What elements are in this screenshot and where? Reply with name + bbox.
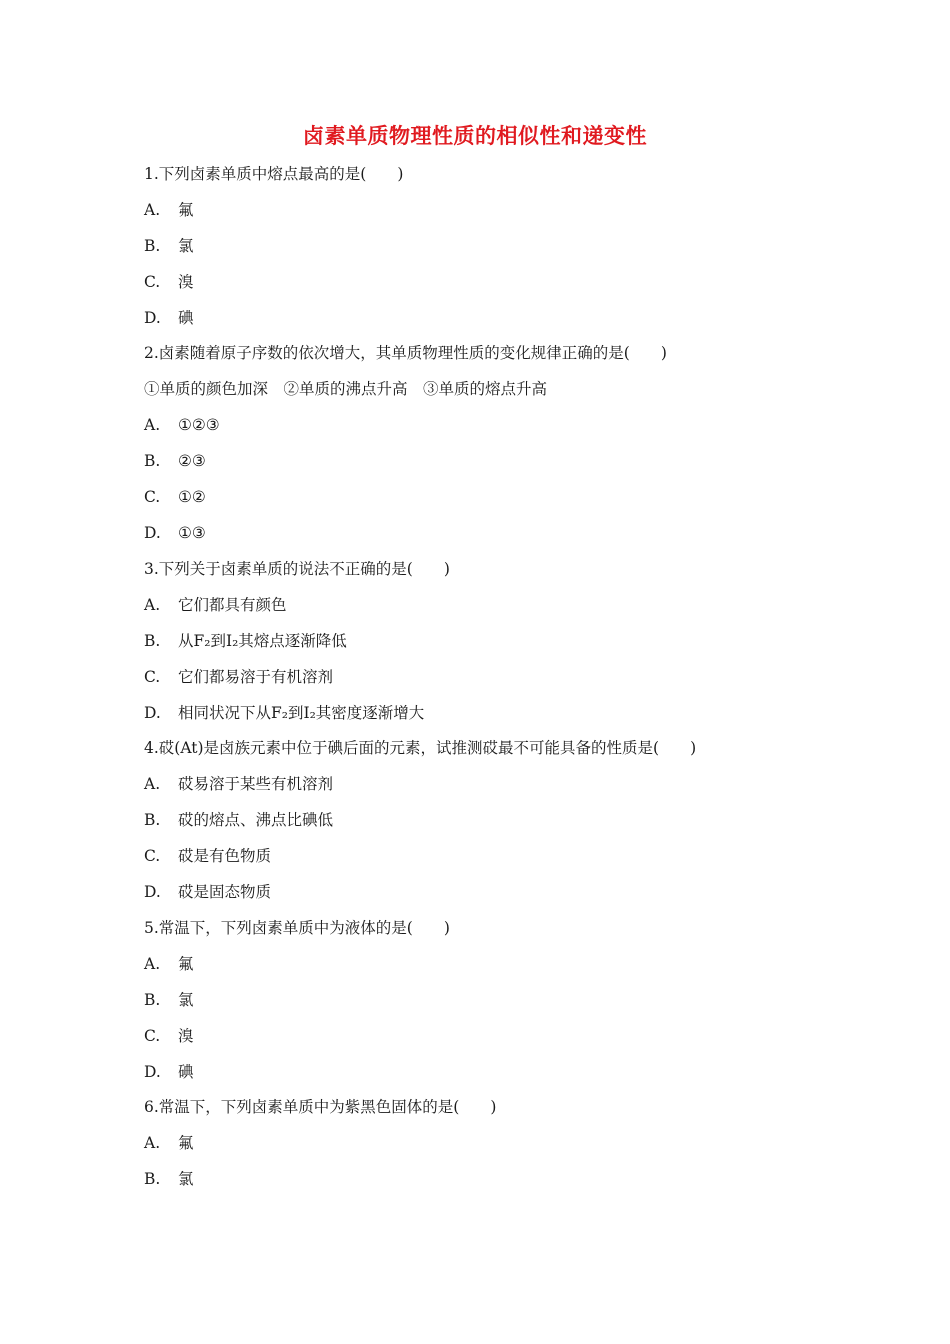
question-5-option-b	[144, 990, 194, 1010]
question-4-option-a	[144, 774, 333, 794]
option-text: 它们都易溶于有机溶剂	[178, 668, 334, 686]
question-3-option-d	[144, 703, 424, 723]
question-2-stem: 2.卤素随着原子序数的依次增大，其单质物理性质的变化规律正确的是( )	[144, 344, 667, 362]
option-text: 它们都具有颜色	[178, 596, 287, 614]
option-letter: C.	[144, 847, 161, 865]
option-letter: B.	[144, 632, 161, 650]
option-text: ①②③	[178, 416, 220, 434]
option-letter: D.	[144, 309, 161, 327]
option-letter: C.	[144, 488, 161, 506]
option-text: 氟	[178, 955, 194, 973]
question-1-option-c	[144, 272, 194, 292]
question-2-option-c	[144, 487, 206, 507]
question-2-option-b	[144, 451, 206, 471]
option-text: ①②	[178, 488, 206, 506]
option-letter: C.	[144, 273, 161, 291]
question-6-option-a	[144, 1133, 194, 1153]
option-text: 从F₂到I₂其熔点逐渐降低	[178, 632, 347, 650]
option-text: ②③	[178, 452, 206, 470]
option-text: ①③	[178, 524, 206, 542]
option-text: 氟	[178, 1134, 194, 1152]
question-4-stem: 4.砹(At)是卤族元素中位于碘后面的元素，试推测砹最不可能具备的性质是( )	[144, 739, 697, 757]
question-5-option-c	[144, 1026, 194, 1046]
question-2-option-d	[144, 523, 206, 543]
question-5-option-d	[144, 1062, 194, 1082]
question-3-option-b	[144, 631, 347, 651]
option-text: 溴	[178, 1027, 194, 1045]
option-letter: A.	[144, 596, 161, 614]
option-letter: D.	[144, 704, 161, 722]
question-5-option-a	[144, 954, 194, 974]
question-4-option-c	[144, 846, 271, 866]
option-text: 氯	[178, 991, 194, 1009]
option-letter: D.	[144, 883, 161, 901]
option-letter: C.	[144, 668, 161, 686]
option-text: 砹是固态物质	[178, 883, 272, 901]
option-letter: D.	[144, 524, 161, 542]
question-4-option-d	[144, 882, 271, 902]
option-letter: A.	[144, 416, 161, 434]
option-text: 氟	[178, 201, 194, 219]
question-3-option-c	[144, 667, 333, 687]
option-letter: B.	[144, 991, 161, 1009]
question-6-stem: 6.常温下，下列卤素单质中为紫黑色固体的是( )	[144, 1098, 497, 1116]
option-letter: C.	[144, 1027, 161, 1045]
option-text: 溴	[178, 273, 194, 291]
question-5-stem: 5.常温下，下列卤素单质中为液体的是( )	[144, 919, 450, 937]
option-text: 砹易溶于某些有机溶剂	[178, 775, 334, 793]
question-2-statements: ①单质的颜色加深 ②单质的沸点升高 ③单质的熔点升高	[144, 380, 548, 398]
option-letter: B.	[144, 452, 161, 470]
question-2-option-a	[144, 415, 220, 435]
option-text: 砹是有色物质	[178, 847, 272, 865]
option-letter: B.	[144, 811, 161, 829]
option-text: 氯	[178, 1170, 194, 1188]
option-text: 相同状况下从F₂到I₂其密度逐渐增大	[178, 704, 425, 722]
option-letter: D.	[144, 1063, 161, 1081]
question-1-option-d	[144, 308, 194, 328]
option-letter: B.	[144, 237, 161, 255]
option-letter: A.	[144, 1134, 161, 1152]
option-letter: B.	[144, 1170, 161, 1188]
question-3-stem: 3.下列关于卤素单质的说法不正确的是( )	[144, 560, 450, 578]
option-text: 碘	[178, 1063, 194, 1081]
option-letter: A.	[144, 955, 161, 973]
question-1-option-b	[144, 236, 194, 256]
option-text: 碘	[178, 309, 194, 327]
option-text: 砹的熔点、沸点比碘低	[178, 811, 334, 829]
option-text: 氯	[178, 237, 194, 255]
question-1-option-a	[144, 200, 194, 220]
option-letter: A.	[144, 775, 161, 793]
question-1-stem: 1.下列卤素单质中熔点最高的是( )	[144, 165, 404, 183]
page-title: 卤素单质物理性质的相似性和递变性	[303, 124, 647, 148]
option-letter: A.	[144, 201, 161, 219]
question-4-option-b	[144, 810, 333, 830]
question-3-option-a	[144, 595, 287, 615]
question-6-option-b	[144, 1169, 194, 1189]
